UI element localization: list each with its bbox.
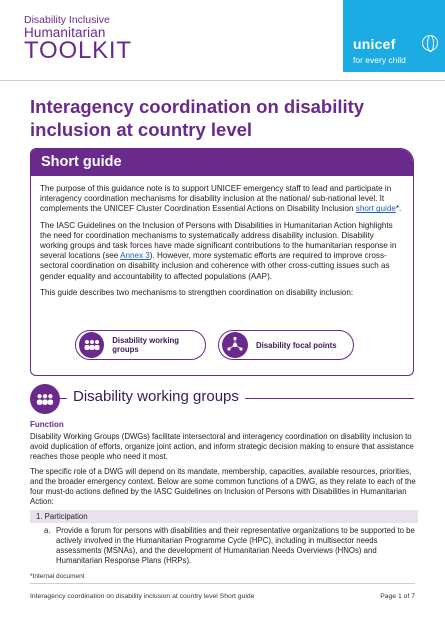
annex-3-link[interactable]: Annex 3 — [120, 251, 150, 261]
network-people-icon — [222, 332, 248, 358]
page-header — [0, 0, 445, 80]
function-paragraph-2: The specific role of a DWG will depend on its mandate, membership, capacities, available resources, priorities, and the broader emergency context. Below are some common functions of a DWG, as they relate to each of the four must-do actions defined by the IASC Guidelines on Inclusion of Persons with Disabilities in Humanitarian Action: — [30, 467, 416, 506]
disability-focal-points-pill[interactable] — [218, 330, 354, 360]
toolkit-line-3: TOOLKIT — [24, 37, 132, 64]
pill-label-working-groups: Disability working groups — [112, 336, 180, 354]
footer-divider — [30, 583, 415, 584]
participation-item: 1. Participation — [30, 510, 418, 523]
short-guide-body — [31, 176, 413, 298]
unicef-logo-tagline: for every child — [353, 55, 406, 65]
toolkit-line-2: Humanitarian — [24, 25, 106, 40]
sub-item-text: Provide a forum for persons with disabilities and their representative organizations to be supported to be actively involved in the Humanitarian Programme Cycle (HPC), including in multisector needs assessments (MSNAs), and the development of Humanitarian Needs Overviews (HNOs) and Humanitarian Response Plans (HRPs). — [56, 526, 415, 565]
short-guide-heading: Short guide — [31, 149, 413, 176]
footer-title: Interagency coordination on disability inclusion at country level Short guide — [30, 593, 255, 600]
page-title: Interagency coordination on disability inclusion at country level — [30, 96, 365, 140]
section-title: Disability working groups — [67, 388, 245, 405]
toolkit-line-1: Disability Inclusive — [24, 14, 110, 26]
unicef-logo-name: unicef — [353, 36, 396, 52]
toolkit-logo — [24, 14, 132, 62]
function-label: Function — [30, 420, 64, 429]
footnote: *Internal document — [30, 573, 85, 580]
short-guide-paragraph-3: This guide describes two mechanisms to strengthen coordination on disability inclusion: — [40, 287, 354, 297]
short-guide-paragraph-1: The purpose of this guidance note is to support UNICEF emergency staff to lead and participate in interagency coordination mechanisms for disability inclusion at the national/ sub-national level. It complements the UNICEF Cluster Coordination Essential Actions on Disability Inclusion short guide*. — [40, 184, 402, 214]
sub-item-marker: a. — [44, 526, 51, 535]
globe-icon — [422, 35, 438, 51]
header-divider — [0, 80, 445, 81]
page-number: Page 1 of 7 — [380, 593, 415, 600]
people-group-icon — [79, 332, 104, 358]
disability-working-groups-pill[interactable] — [75, 330, 206, 360]
function-paragraph-1: Disability Working Groups (DWGs) facilitate intersectoral and interagency coordination on disability inclusion to avoid duplication of efforts, organize joint action, and inform strategic decision making to ensure that assistance reaches those people who need it most. — [30, 432, 414, 461]
section-heading — [30, 384, 414, 414]
pill-label-focal-points: Disability focal points — [256, 340, 337, 350]
participation-sub-item-a — [44, 526, 416, 566]
unicef-logo — [343, 0, 445, 72]
short-guide-paragraph-2: The IASC Guidelines on the Inclusion of Persons with Disabilities in Humanitarian Action highlights the need for coordination mechanisms to systematically address disability inclusion. Disability working groups and task forces have made significant contributions to the humanitarian response in several locations (see Annex 3). However, more systematic efforts are required to improve cross-sectoral coordination on disability inclusion and coherence with other cross-cutting issues such as gender equality and accountability to affected populations (AAP). — [40, 220, 397, 281]
short-guide-link[interactable]: short guide — [355, 204, 396, 214]
people-group-icon — [30, 384, 60, 414]
